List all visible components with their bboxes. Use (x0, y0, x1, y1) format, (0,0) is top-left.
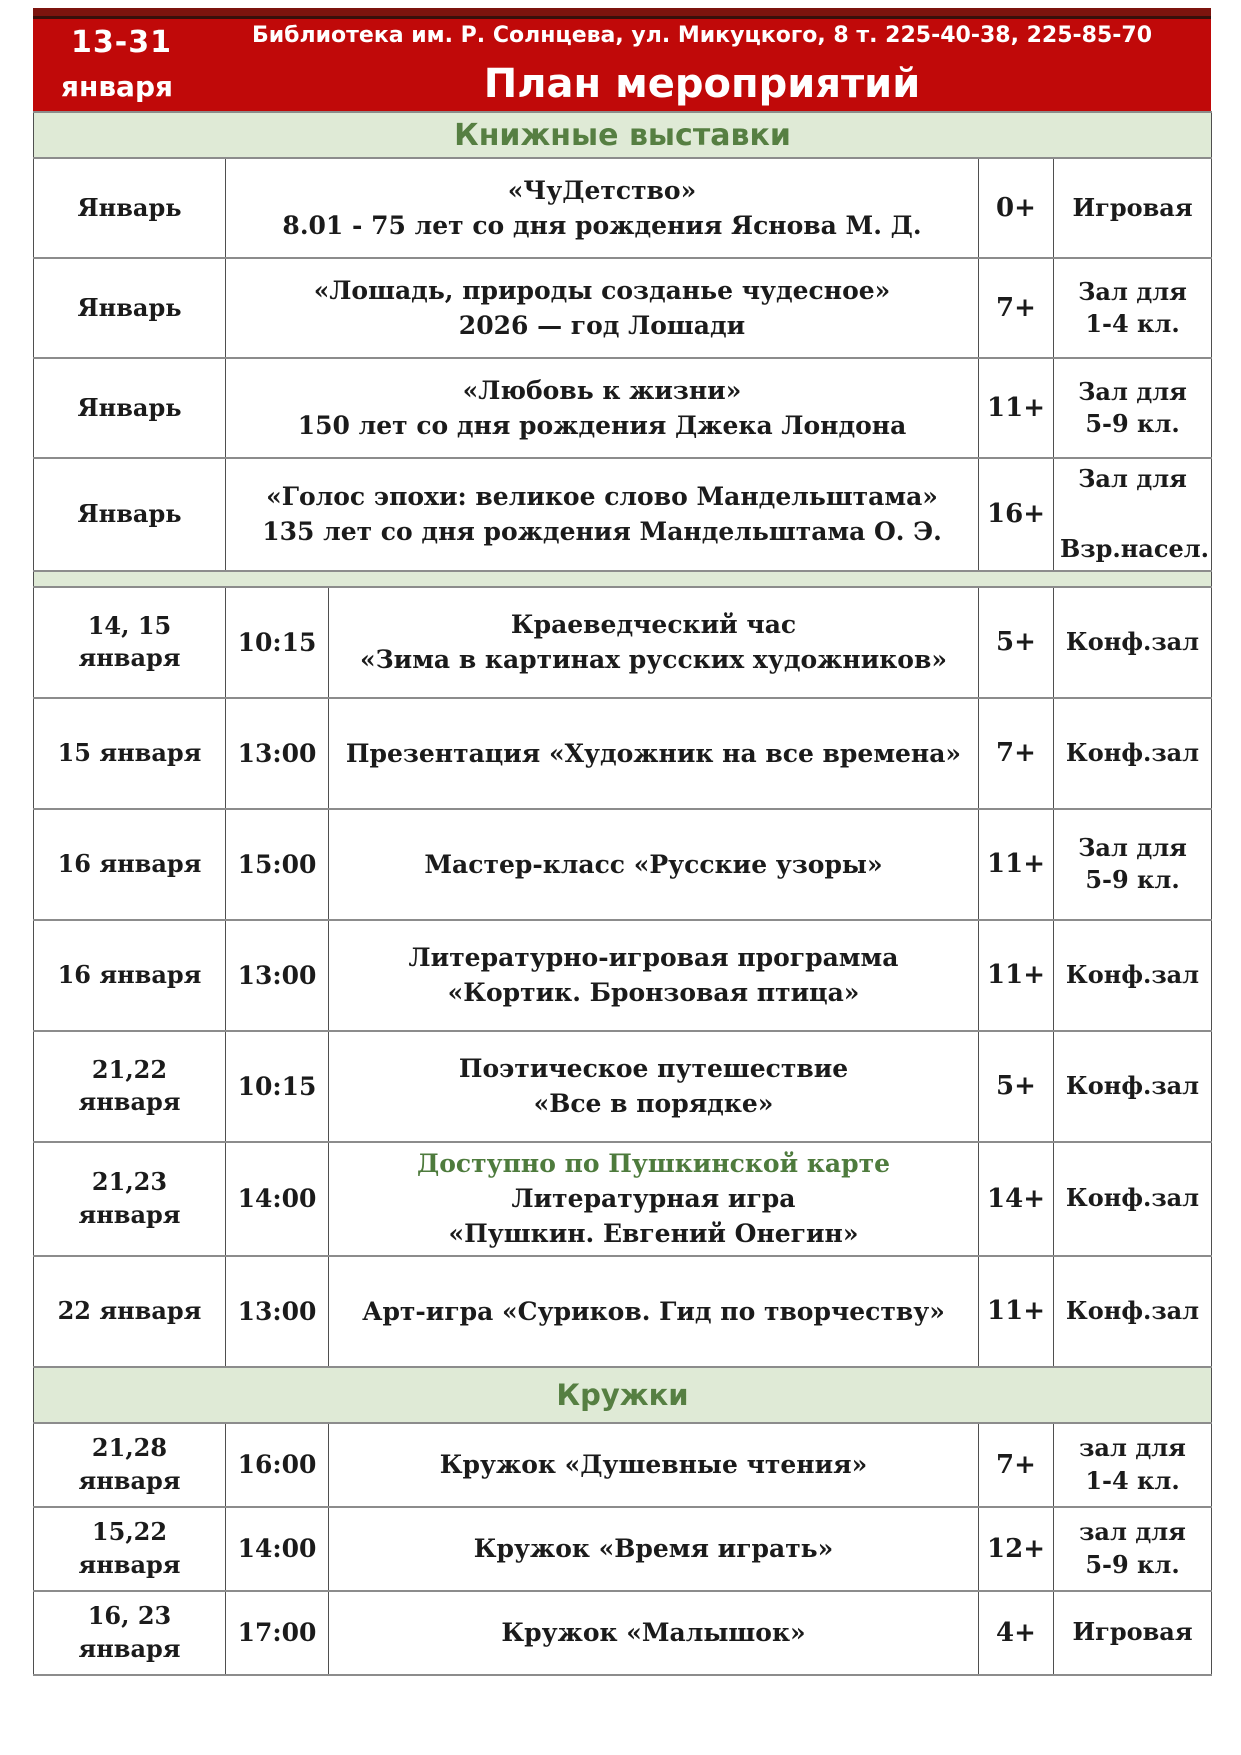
text-line: «Все в порядке» (533, 1089, 774, 1119)
event-cell (226, 158, 979, 258)
red-header (33, 19, 1211, 111)
text-line: Январь (77, 392, 182, 422)
text-line: 15 января (57, 738, 202, 768)
text-line: Арт-игра «Суриков. Гид по творчеству» (362, 1296, 945, 1326)
text-line: 22 января (57, 1295, 202, 1325)
text-line: января (78, 1633, 181, 1663)
text-line: 14, 15 (87, 610, 172, 640)
text-line: 150 лет со дня рождения Джека Лондона (297, 411, 907, 440)
table-row (34, 1142, 1212, 1256)
table-row (34, 809, 1212, 920)
table-row (34, 920, 1212, 1031)
section-title: Книжные выставки (454, 117, 791, 153)
table-row (34, 458, 1212, 571)
location-cell (1054, 258, 1212, 358)
events-table-body (34, 112, 1212, 1675)
text-line: Презентация «Художник на все времена» (345, 738, 962, 768)
event-cell (329, 920, 979, 1031)
table-row (34, 1507, 1212, 1591)
location-cell (1054, 158, 1212, 258)
age-cell: 7+ (979, 258, 1054, 358)
date-cell (34, 809, 226, 920)
text-line: 21,23 (91, 1167, 168, 1197)
date-cell (34, 1591, 226, 1675)
table-row (34, 158, 1212, 258)
text-line: января (78, 1465, 181, 1495)
age-cell: 16+ (979, 458, 1054, 571)
age-cell: 11+ (979, 920, 1054, 1031)
text-line: Поэтическое путешествие (458, 1054, 849, 1084)
event-cell (329, 1423, 979, 1507)
age-cell: 14+ (979, 1142, 1054, 1256)
date-range (61, 25, 236, 103)
location-cell (1054, 1423, 1212, 1507)
table-row (34, 1423, 1212, 1507)
time-cell: 10:15 (226, 587, 329, 698)
text-line: зал для (1079, 1433, 1186, 1463)
time-cell: 10:15 (226, 1031, 329, 1142)
event-cell (226, 358, 979, 458)
text-line: Конф.зал (1065, 960, 1200, 990)
age-cell: 11+ (979, 358, 1054, 458)
events-table (33, 111, 1212, 1676)
text-line: Кружок «Малышок» (501, 1618, 806, 1648)
location-cell (1054, 1256, 1212, 1367)
text-line: Зал для (1078, 376, 1187, 406)
text-line: «ЧуДетство» (507, 176, 697, 205)
date-range-days: 13-31 (71, 25, 172, 60)
time-cell: 14:00 (226, 1142, 329, 1256)
date-cell (34, 358, 226, 458)
text-line: «Пушкин. Евгений Онегин» (448, 1218, 859, 1248)
text-line: Зал для (1078, 276, 1187, 306)
event-cell (329, 1142, 979, 1256)
location-cell (1054, 1507, 1212, 1591)
location-cell (1054, 809, 1212, 920)
text-line: января (78, 1199, 181, 1229)
text-line: Литературно-игровая программа (408, 943, 899, 973)
text-line: Январь (77, 499, 182, 529)
text-line: Краеведческий час (510, 610, 797, 640)
section-header-band (34, 1367, 1212, 1423)
time-cell: 17:00 (226, 1591, 329, 1675)
text-line: Конф.зал (1065, 738, 1200, 768)
table-row (34, 587, 1212, 698)
text-line: Кружок «Душевные чтения» (439, 1450, 868, 1480)
date-cell (34, 158, 226, 258)
time-cell: 13:00 (226, 698, 329, 809)
section-title: Кружки (556, 1377, 689, 1412)
date-cell (34, 920, 226, 1031)
location-cell (1054, 358, 1212, 458)
text-line: «Зима в картинах русских художников» (360, 645, 947, 675)
date-cell (34, 458, 226, 571)
text-line: 5-9 кл. (1085, 865, 1180, 895)
age-cell: 7+ (979, 1423, 1054, 1507)
table-row (34, 1591, 1212, 1675)
text-line: 5-9 кл. (1085, 409, 1180, 438)
header-main (223, 23, 1181, 107)
text-line: Литературная игра (511, 1183, 796, 1213)
event-cell (329, 1507, 979, 1591)
age-cell: 5+ (979, 1031, 1054, 1142)
text-line: 1-4 кл. (1085, 1465, 1180, 1495)
time-cell: 13:00 (226, 1256, 329, 1367)
section-header-band (34, 112, 1212, 158)
text-line: 5-9 кл. (1085, 1549, 1180, 1579)
location-cell (1054, 587, 1212, 698)
poster-sheet (33, 8, 1211, 1676)
date-range-month: января (61, 70, 173, 103)
table-row (34, 1256, 1212, 1367)
text-line: Конф.зал (1065, 1295, 1200, 1325)
location-cell (1054, 698, 1212, 809)
text-line: 8.01 - 75 лет со дня рождения Яснова М. Д. (282, 211, 922, 240)
text-line: Конф.зал (1065, 1183, 1200, 1213)
text-line: Кружок «Время играть» (473, 1534, 834, 1564)
age-cell: 12+ (979, 1507, 1054, 1591)
text-line: 16 января (57, 960, 202, 990)
text-line: «Голос эпохи: великое слово Мандельштама» (266, 482, 938, 512)
table-row (34, 258, 1212, 358)
text-line: 2026 — год Лошади (458, 311, 746, 340)
text-line: 21,28 (91, 1433, 168, 1463)
text-line: 16, 23 (87, 1601, 172, 1631)
table-row (34, 698, 1212, 809)
event-cell (329, 587, 979, 698)
date-cell (34, 1142, 226, 1256)
text-line: Игровая (1072, 192, 1193, 222)
text-line: 1-4 кл. (1085, 309, 1180, 338)
text-line: «Кортик. Бронзовая птица» (447, 978, 860, 1008)
library-info: Библиотека им. Р. Солнцева, ул. Микуцкого, 8 т. 225-40-38, 225-85-70 (251, 23, 1153, 48)
location-cell (1054, 1142, 1212, 1256)
text-line: Январь (77, 292, 182, 322)
age-cell: 11+ (979, 1256, 1054, 1367)
location-cell (1054, 1591, 1212, 1675)
event-cell (329, 1256, 979, 1367)
date-cell (34, 258, 226, 358)
text-line: 16 января (57, 849, 202, 879)
event-cell (329, 1031, 979, 1142)
date-cell (34, 698, 226, 809)
text-line: Январь (77, 192, 182, 222)
text-line: января (78, 643, 181, 673)
event-cell (329, 698, 979, 809)
time-cell: 15:00 (226, 809, 329, 920)
text-line: Мастер-класс «Русские узоры» (424, 849, 883, 879)
text-line: Конф.зал (1065, 627, 1200, 657)
text-line: Конф.зал (1065, 1071, 1200, 1101)
text-line: января (78, 1087, 181, 1117)
location-cell (1054, 458, 1212, 571)
text-line: зал для (1079, 1517, 1186, 1547)
text-line: 15,22 (91, 1517, 168, 1547)
location-cell (1054, 920, 1212, 1031)
text-line: Зал для (1078, 464, 1187, 493)
text-line: Взр.насел. (1060, 534, 1210, 564)
date-cell (34, 587, 226, 698)
event-cell (226, 458, 979, 571)
top-edge-strip (33, 8, 1211, 19)
age-cell: 11+ (979, 809, 1054, 920)
date-cell (34, 1507, 226, 1591)
text-line: 21,22 (91, 1054, 168, 1084)
date-cell (34, 1256, 226, 1367)
section-separator-band (34, 571, 1212, 587)
time-cell: 13:00 (226, 920, 329, 1031)
text-line: 135 лет со дня рождения Мандельштама О. Э. (262, 517, 942, 547)
event-cell (226, 258, 979, 358)
age-cell: 7+ (979, 698, 1054, 809)
time-cell: 14:00 (226, 1507, 329, 1591)
date-cell (34, 1031, 226, 1142)
table-row (34, 1031, 1212, 1142)
pushkin-card-highlight: Доступно по Пушкинской карте (417, 1148, 890, 1178)
age-cell: 0+ (979, 158, 1054, 258)
date-cell (34, 1423, 226, 1507)
time-cell: 16:00 (226, 1423, 329, 1507)
location-cell (1054, 1031, 1212, 1142)
text-line: Игровая (1072, 1617, 1193, 1647)
page-title: План мероприятий (483, 61, 921, 107)
text-line: Зал для (1078, 832, 1187, 862)
text-line: «Лошадь, природы созданье чудесное» (313, 276, 891, 305)
text-line: «Любовь к жизни» (462, 376, 742, 405)
event-cell (329, 1591, 979, 1675)
event-cell (329, 809, 979, 920)
table-row (34, 358, 1212, 458)
age-cell: 4+ (979, 1591, 1054, 1675)
text-line: января (78, 1549, 181, 1579)
age-cell: 5+ (979, 587, 1054, 698)
